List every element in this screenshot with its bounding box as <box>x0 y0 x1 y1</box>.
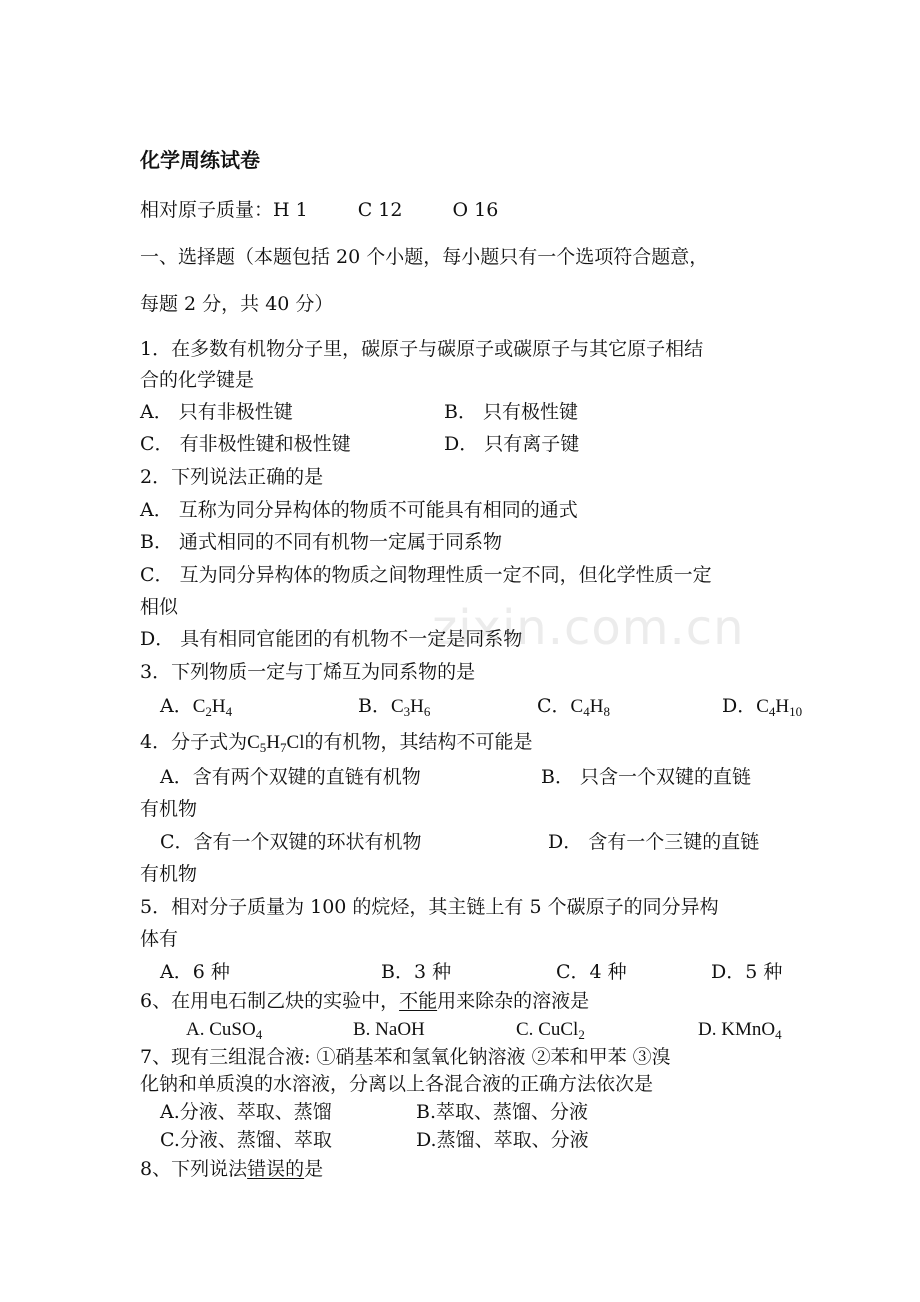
q6-option-d-label: D. <box>698 1019 717 1040</box>
atomic-mass-h: H 1 <box>273 199 308 221</box>
q2-option-b: B． 通式相同的不同有机物一定属于同系物 <box>140 531 503 553</box>
q3-option-a-label: A． <box>160 695 193 717</box>
q8-stem-underlined: 错误的 <box>247 1158 305 1180</box>
q5-stem-line1: 5．相对分子质量为 100 的烷烃，其主链上有 5 个碳原子的同分异构 <box>140 896 719 918</box>
q4-option-d-line2: 有机物 <box>140 863 198 885</box>
q3-option-c-label: C． <box>537 695 571 717</box>
q3-formula-b: $C_3H_6$ <box>390 696 431 719</box>
q1-option-c: C． 有非极性键和极性键 <box>140 433 351 455</box>
q3-option-d <box>722 694 802 719</box>
q3-option-b <box>358 694 430 719</box>
q2-option-a: A． 互称为同分异构体的物质不可能具有相同的通式 <box>140 499 578 521</box>
page-title: 化学周练试卷 <box>140 148 260 172</box>
q1-stem-line1: 1．在多数有机物分子里，碳原子与碳原子或碳原子与其它原子相结 <box>140 338 704 360</box>
q2-option-c-line2: 相似 <box>140 596 179 618</box>
q4-stem <box>140 730 532 755</box>
q6-option-b: B. NaOH <box>353 1019 425 1040</box>
q5-option-d: D．5 种 <box>711 961 783 983</box>
q7-option-a: A.分液、萃取、蒸馏 <box>160 1101 332 1123</box>
q7-option-d: D.蒸馏、萃取、分液 <box>416 1129 589 1151</box>
q3-option-a <box>160 694 232 719</box>
q4-stem-pre: 4．分子式为 <box>140 731 248 753</box>
q4-stem-post: 的有机物，其结构不可能是 <box>304 731 533 753</box>
q3-formula-c: $C_4H_8$ <box>570 696 610 719</box>
q3-formula-d: $C_4H_{10}$ <box>756 696 803 719</box>
q6-option-a: A. CuSO$_4$ <box>186 1019 263 1042</box>
q7-stem-line1: 7、现有三组混合液: ①硝基苯和氢氧化钠溶液 ②苯和甲苯 ③溴 <box>140 1046 671 1068</box>
q8-stem <box>140 1157 323 1181</box>
q6-option-c: C. CuCl$_2$ <box>516 1019 585 1042</box>
atomic-mass-label: 相对原子质量： <box>140 199 274 221</box>
q4-option-d-line1: D． 含有一个三键的直链 <box>548 831 760 853</box>
q1-option-d: D． 只有离子键 <box>444 433 580 455</box>
q4-option-c: C．含有一个双键的环状有机物 <box>160 831 422 853</box>
q2-stem: 2．下列说法正确的是 <box>140 466 324 488</box>
q3-option-b-label: B． <box>358 695 391 717</box>
q5-option-b: B．3 种 <box>381 961 452 983</box>
q4-option-a: A．含有两个双键的直链有机物 <box>160 766 421 788</box>
q6-stem <box>140 989 589 1013</box>
q5-option-a: A．6 种 <box>160 961 230 983</box>
section-heading-line1: 一、选择题（本题包括 20 个小题，每小题只有一个选项符合题意， <box>140 246 709 268</box>
q8-stem-post: 是 <box>304 1158 324 1180</box>
q6-stem-underlined: 不能 <box>399 990 438 1012</box>
q3-option-c <box>537 694 610 719</box>
q6-stem-pre: 6、在用电石制乙炔的实验中， <box>140 990 400 1012</box>
q6-option-c-label: C. <box>516 1019 534 1040</box>
q3-stem: 3．下列物质一定与丁烯互为同系物的是 <box>140 661 476 683</box>
q3-formula-a: $C_2H_4$ <box>192 696 233 719</box>
q2-option-d: D． 具有相同官能团的有机物不一定是同系物 <box>140 628 523 650</box>
watermark: zixin.com.cn <box>432 600 745 656</box>
q5-stem-line2: 体有 <box>140 928 179 950</box>
q4-option-b-line1: B． 只含一个双键的直链 <box>541 766 752 788</box>
q6-stem-post: 用来除杂的溶液是 <box>437 990 590 1012</box>
q1-option-b: B． 只有极性键 <box>444 401 579 423</box>
q3-option-d-label: D． <box>722 695 757 717</box>
q6-option-d: D. KMnO$_4$ <box>698 1019 782 1042</box>
atomic-mass-o: O 16 <box>452 199 499 221</box>
q7-option-b: B.萃取、蒸馏、分液 <box>416 1101 589 1123</box>
q5-option-c: C．4 种 <box>556 961 627 983</box>
q2-option-c-line1: C． 互为同分异构体的物质之间物理性质一定不同，但化学性质一定 <box>140 564 712 586</box>
section-heading-line2: 每题 2 分，共 40 分） <box>140 293 334 315</box>
q1-stem-line2: 合的化学键是 <box>140 369 255 391</box>
atomic-mass-c: C 12 <box>357 199 403 221</box>
q4-option-b-line2: 有机物 <box>140 798 198 820</box>
q6-option-a-label: A. <box>186 1019 205 1040</box>
q1-option-a: A． 只有非极性键 <box>140 401 293 423</box>
q7-option-c: C.分液、蒸馏、萃取 <box>160 1129 332 1151</box>
q8-stem-pre: 8、下列说法 <box>140 1158 248 1180</box>
q7-stem-line2: 化钠和单质溴的水溶液，分离以上各混合液的正确方法依次是 <box>140 1073 654 1095</box>
atomic-mass-line <box>140 198 498 222</box>
q4-formula: $C_5H_7Cl$ <box>247 732 305 755</box>
